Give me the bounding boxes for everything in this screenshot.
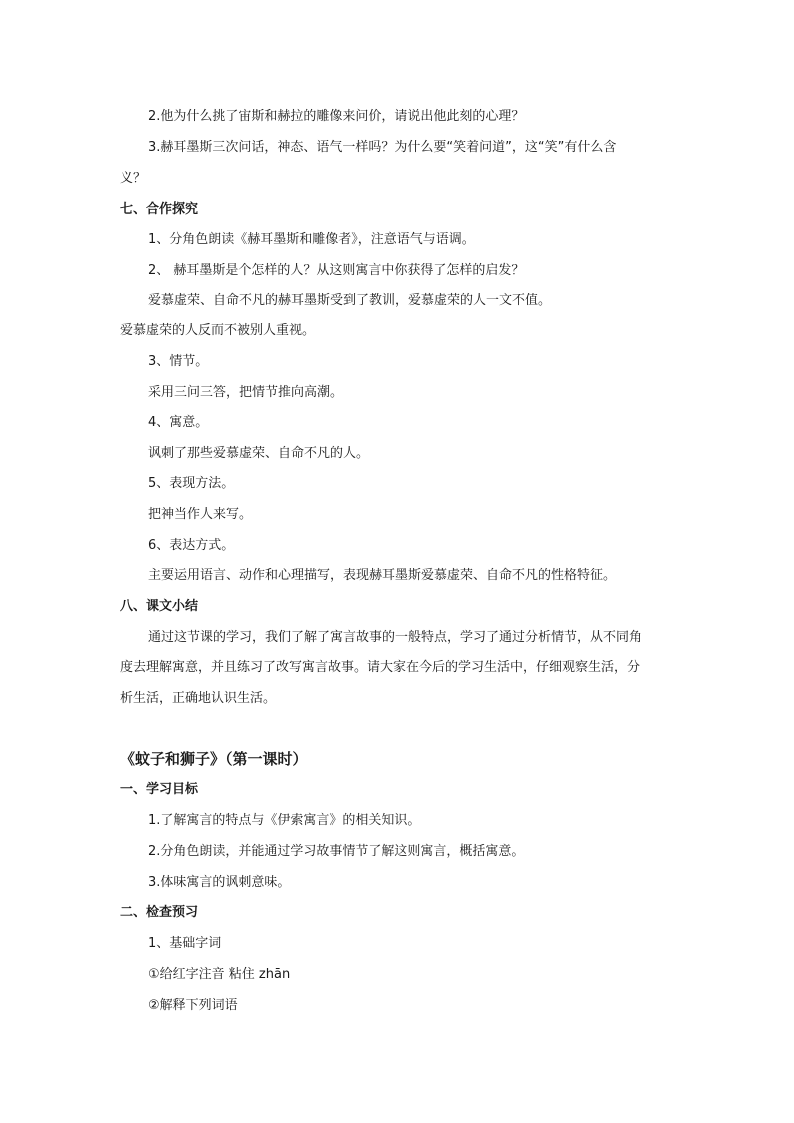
answer-2-line-1: 爱慕虚荣、自命不凡的赫耳墨斯受到了教训，爱慕虚荣的人一文不值。 (148, 293, 552, 308)
task-1: 1、分角色朗读《赫耳墨斯和雕像者》，注意语气与语调。 (148, 232, 475, 247)
answer-2-line-2: 爱慕虚荣的人反而不被别人重视。 (120, 323, 316, 338)
goal-1: 1.了解寓言的特点与《伊索寓言》的相关知识。 (148, 813, 421, 828)
summary-line-1: 通过这节课的学习，我们了解了寓言故事的一般特点，学习了通过分析情节，从不同角 (148, 630, 643, 645)
answer-3: 采用三问三答，把情节推向高潮。 (148, 385, 344, 400)
goal-3: 3.体味寓言的讽刺意味。 (148, 875, 291, 890)
section-7-heading: 七、合作探究 (120, 202, 199, 217)
task-4: 4、寓意。 (148, 415, 209, 430)
summary-line-3: 析生活，正确地认识生活。 (120, 691, 277, 706)
answer-5: 把神当作人来写。 (148, 507, 253, 522)
vocabulary-exercise: ②解释下列词语 (148, 998, 238, 1013)
section-8-heading: 八、课文小结 (120, 599, 199, 614)
answer-4: 讽刺了那些爱慕虚荣、自命不凡的人。 (148, 446, 370, 461)
task-3: 3、情节。 (148, 354, 209, 369)
task-6: 6、表达方式。 (148, 538, 235, 553)
question-3: 3.赫耳墨斯三次问话，神态、语气一样吗？为什么要“笑着问道”，这“笑”有什么含 (148, 140, 617, 155)
summary-line-2: 度去理解寓意，并且练习了改写寓言故事。请大家在今后的学习生活中，仔细观察生活，分 (120, 660, 641, 675)
lesson-title: 《蚊子和狮子》（第一课时） (120, 750, 308, 768)
section-2-heading: 二、检查预习 (120, 905, 199, 920)
task-2: 2、 赫耳墨斯是个怎样的人？从这则寓言中你获得了怎样的启发？ (148, 263, 525, 278)
question-3-continued: 义？ (120, 171, 147, 186)
preview-item-1: 1、基础字词 (148, 936, 222, 951)
question-2: 2.他为什么挑了宙斯和赫拉的雕像来问价，请说出他此刻的心理？ (148, 109, 525, 124)
answer-6: 主要运用语言、动作和心理描写，表现赫耳墨斯爱慕虚荣、自命不凡的性格特征。 (148, 568, 617, 583)
phonetic-exercise: ①给红字注音 粘住 zhān (148, 967, 291, 982)
section-1-heading: 一、学习目标 (120, 782, 199, 797)
task-5: 5、表现方法。 (148, 476, 235, 491)
goal-2: 2.分角色朗读，并能通过学习故事情节了解这则寓言，概括寓意。 (148, 844, 525, 859)
